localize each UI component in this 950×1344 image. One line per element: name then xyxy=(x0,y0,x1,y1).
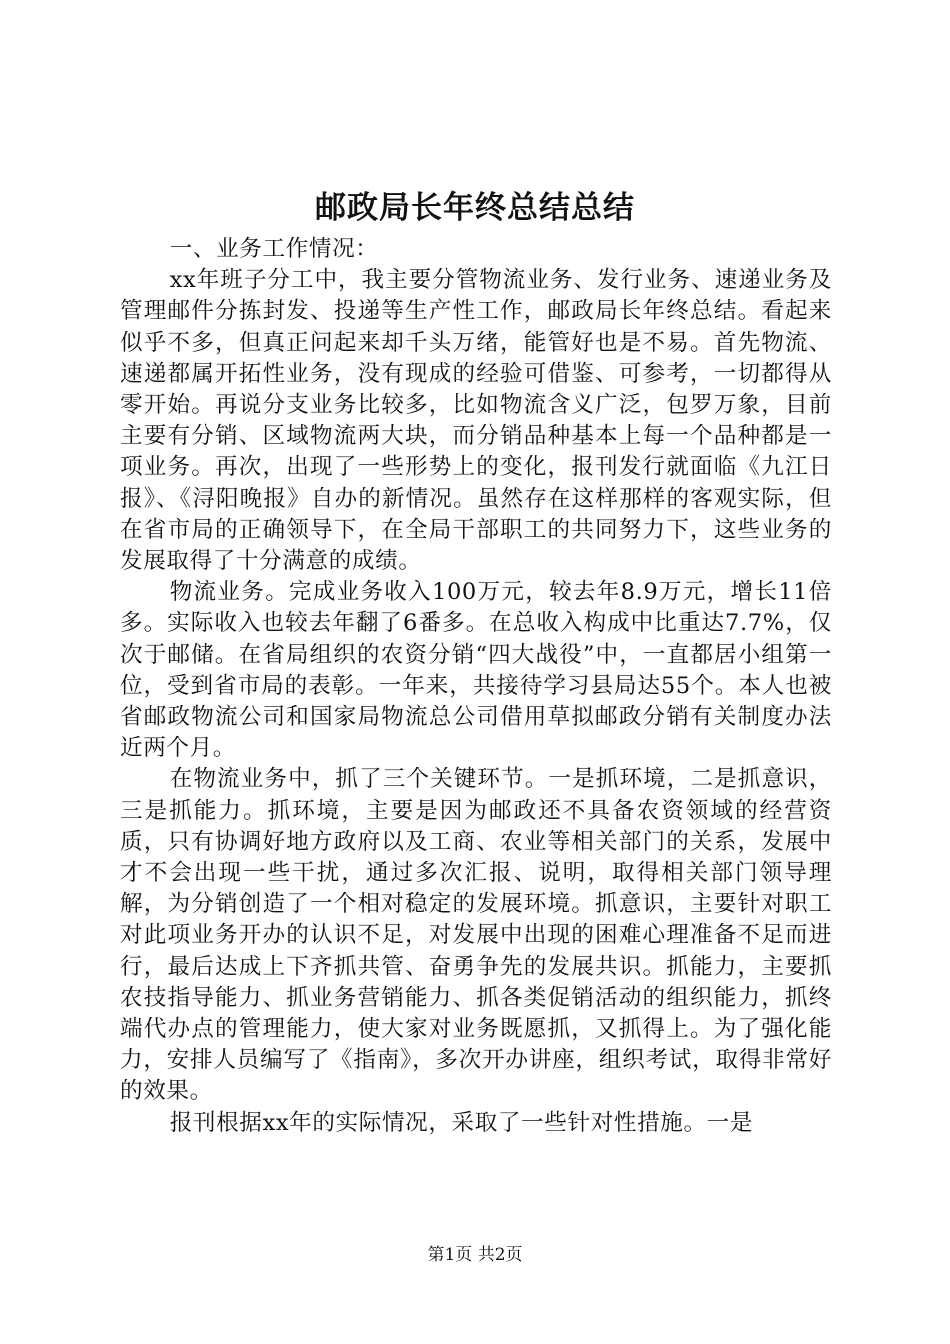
section-heading: 一、业务工作情况： xyxy=(169,236,379,262)
paragraph: 报刊根据xx年的实际情况，采取了一些针对性措施。一是 xyxy=(169,1109,754,1136)
document-body xyxy=(120,234,832,1139)
paragraph: 在物流业务中，抓了三个关键环节。一是抓环境，二是抓意识，三是抓能力。抓环境，主要是因为邮政还不具备农资领域的经营资质，只有协调好地方政府以及工商、农业等相关部门的关系，发展中才不会出现一些干扰，通过多次汇报、说明，取得相关部门领导理解，为分销创造了一个相对稳定的发展环境。抓意识，主要针对职工对此项业务开办的认识不足，对发展中出现的困难心理准备不足而进行，最后达成上下齐抓共管、奋勇争先的发展共识。抓能力，主要抓农技指导能力、抓业务营销能力、抓各类促销活动的组织能力，抓终端代办点的管理能力，使大家对业务既愿抓，又抓得上。为了强化能力，安排人员编写了《指南》，多次开办讲座，组织考试，取得非常好的效果。 xyxy=(120,766,832,1105)
paragraph: xx年班子分工中，我主要分管物流业务、发行业务、速递业务及管理邮件分拣封发、投递等生产性工作，邮政局长年终总结。看起来似乎不多，但真正问起来却千头万绪，能管好也是不易。首先物流、速递都属开拓性业务，没有现成的经验可借鉴、可参考，一切都得从零开始。再说分支业务比较多，比如物流含义广泛，包罗万象，目前主要有分销、区域物流两大块，而分销品种基本上每一个品种都是一项业务。再次，出现了一些形势上的变化，报刊发行就面临《九江日报》、《浔阳晚报》自办的新情况。虽然存在这样那样的客观实际，但在省市局的正确领导下，在全局干部职工的共同努力下，这些业务的发展取得了十分满意的成绩。 xyxy=(120,267,832,575)
page-footer: 第1页 共2页 xyxy=(427,1245,523,1265)
paragraph: 物流业务。完成业务收入100万元，较去年8.9万元，增长11倍多。实际收入也较去年翻了6番多。在总收入构成中比重达7.7%，仅次于邮储。在省局组织的农资分销“四大战役”中，一直都居小组第一位，受到省市局的表彰。一年来，共接待学习县局达55个。本人也被省邮政物流公司和国家局物流总公司借用草拟邮政分销有关制度办法近两个月。 xyxy=(120,579,832,762)
document-title: 邮政局长年终总结总结 xyxy=(315,190,635,226)
